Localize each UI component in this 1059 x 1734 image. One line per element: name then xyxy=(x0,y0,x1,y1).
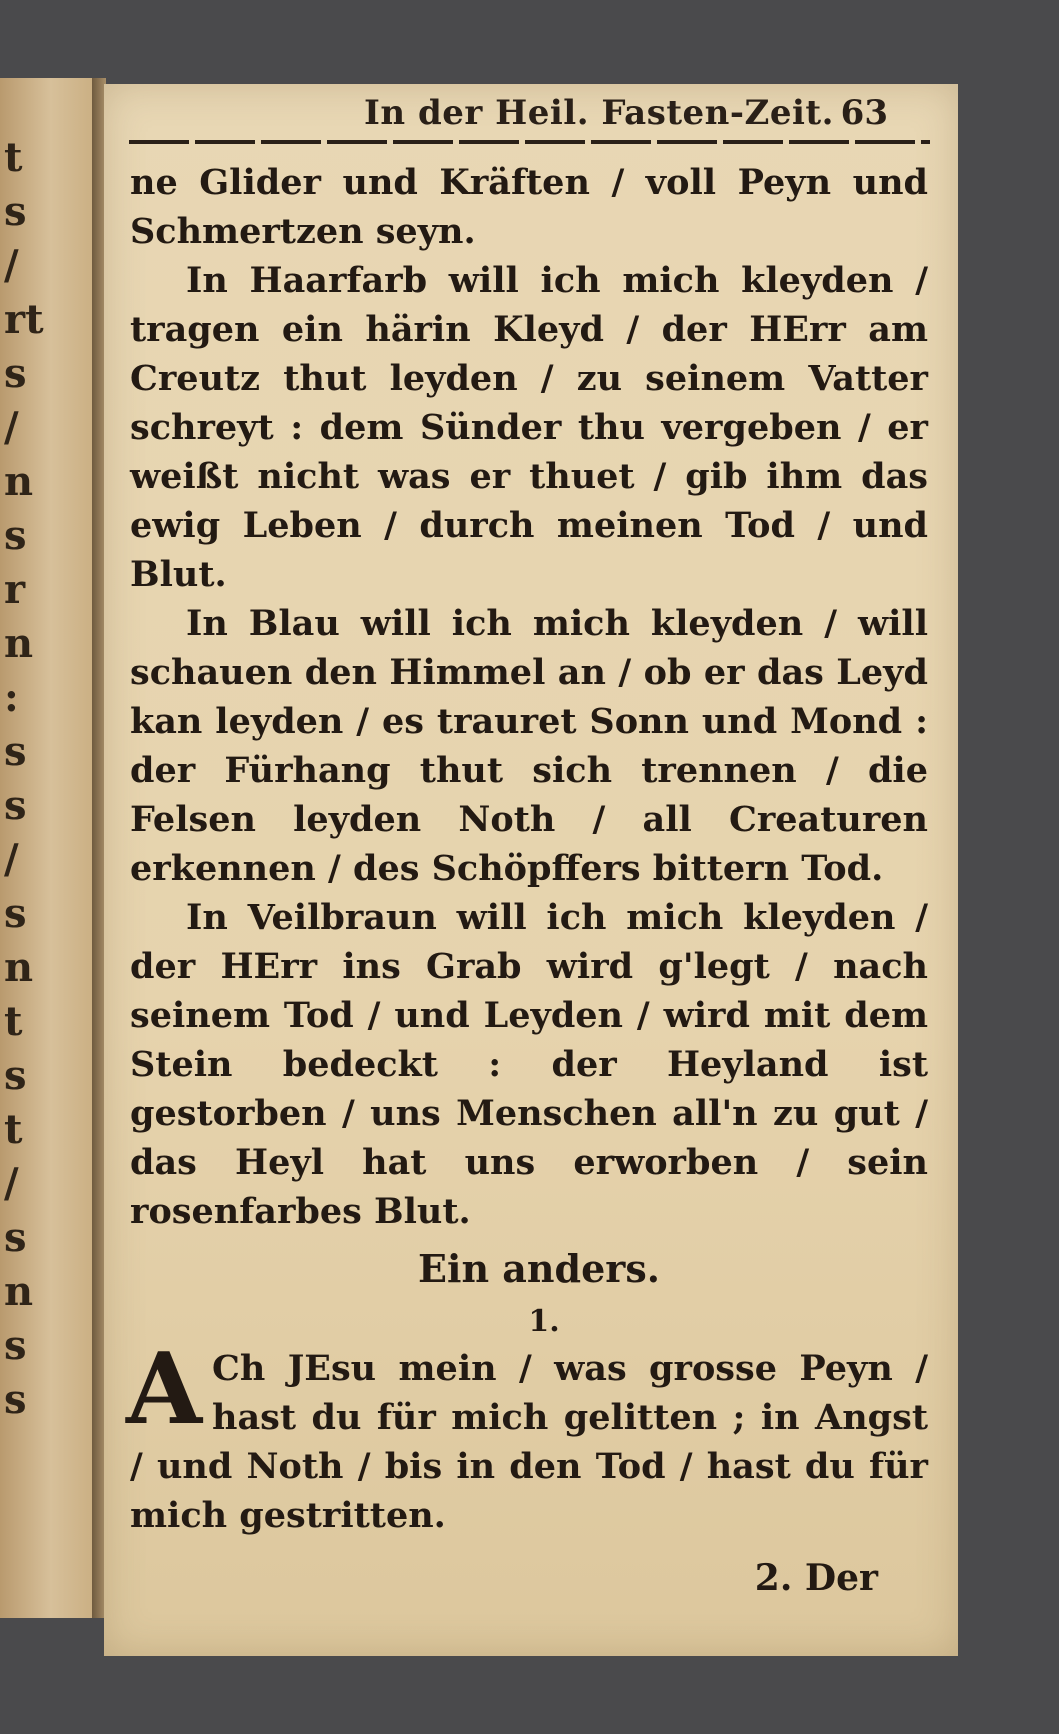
paragraph-continued: ne Glider und Kräften / voll Peyn und Schmertzen seyn. xyxy=(130,162,928,252)
facing-page-fragment: s xyxy=(4,1214,27,1261)
page-number: 63 xyxy=(840,93,888,133)
page-body xyxy=(126,158,928,1603)
facing-page-fragment: / xyxy=(4,404,19,451)
verse-number: 1. xyxy=(528,1304,560,1339)
facing-page-fragment: s xyxy=(4,350,27,397)
facing-page-fragment: s xyxy=(4,512,27,559)
running-title: In der Heil. Fasten-Zeit. xyxy=(364,93,834,133)
drop-cap: A xyxy=(126,1332,203,1447)
facing-page-edge xyxy=(0,78,95,1618)
facing-page-fragment: n xyxy=(4,944,34,991)
book-page xyxy=(104,84,958,1656)
running-head xyxy=(254,90,888,136)
paragraph-blau: In Blau will ich mich kleyden / will schauen den Himmel an / ob er das Leyd kan leyden / es trauret Sonn und Mond : der Fürhang thut sich trennen / die Felsen leyden Noth / all Creaturen erkennen / des Schöpffers bittern Tod. xyxy=(130,603,928,889)
facing-page-fragment: n xyxy=(4,458,34,505)
facing-page-fragment: s xyxy=(4,1322,27,1369)
facing-page-fragment: s xyxy=(4,890,27,937)
facing-page-fragment: r xyxy=(4,566,26,613)
facing-page-fragment: / xyxy=(4,836,19,883)
facing-page-fragment: n xyxy=(4,620,34,667)
facing-page-fragment: n xyxy=(4,1268,34,1315)
paragraph-haarfarb: In Haarfarb will ich mich kleyden / tragen ein härin Kleyd / der HErr am Creutz thut leyden / zu seinem Vatter schreyt : dem Sünder thu vergeben / er weißt nicht was er thuet / gib ihm das ewig Leben / durch meinen Tod / und Blut. xyxy=(130,260,928,595)
facing-page-fragment: : xyxy=(4,674,19,721)
facing-page-fragment: / xyxy=(4,1160,19,1207)
facing-page-fragment: s xyxy=(4,1376,27,1423)
facing-page-fragment: t xyxy=(4,998,23,1045)
hymn-verse xyxy=(126,1332,928,1540)
catchword: 2. Der xyxy=(754,1557,878,1599)
section-heading: Ein anders. xyxy=(418,1246,660,1291)
facing-page-fragment: t xyxy=(4,134,23,181)
verse-text: Ch JEsu mein / was grosse Peyn / hast du für mich gelitten ; in Angst / und Noth / bis in den Tod / hast du für mich gestritten. xyxy=(130,1348,928,1536)
facing-page-fragment: s xyxy=(4,1052,27,1099)
facing-page-fragment: / xyxy=(4,242,19,289)
facing-page-fragment: s xyxy=(4,782,27,829)
facing-page-fragment: s xyxy=(4,188,27,235)
facing-page-fragment: s xyxy=(4,728,27,775)
facing-page-fragment: rt xyxy=(4,296,44,343)
facing-page-fragment: t xyxy=(4,1106,23,1153)
paragraph-veilbraun: In Veilbraun will ich mich kleyden / der HErr ins Grab wird g'legt / nach seinem Tod / und Leyden / wird mit dem Stein bedeckt : der Heyland ist gestorben / uns Menschen all'n zu gut / das Heyl hat uns erworben / sein rosenfarbes Blut. xyxy=(130,897,928,1232)
header-rule xyxy=(129,140,930,144)
